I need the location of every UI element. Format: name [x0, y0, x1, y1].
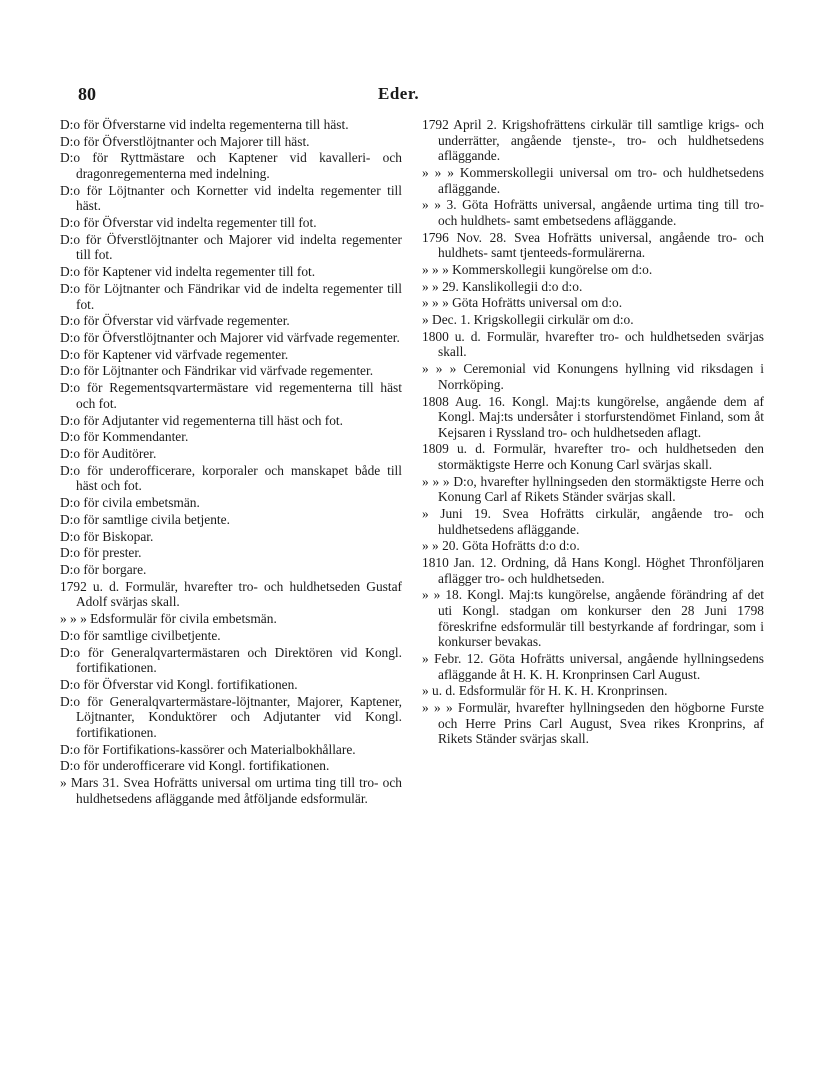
- list-item: 1800 u. d. Formulär, hvarefter tro- och huldhetseden svärjas skall.: [422, 328, 764, 360]
- list-item: 1809 u. d. Formulär, hvarefter tro- och huldhetseden den stormäktigste Herre och Konung Carl svärjas skall.: [422, 441, 764, 473]
- list-item: D:o för samtlige civilbetjente.: [60, 627, 221, 643]
- list-item: D:o för Ryttmästare och Kaptener vid kavalleri- och dragonregementerna med indelning.: [60, 150, 402, 182]
- left-column: [60, 117, 402, 807]
- list-item: D:o för underofficerare, korporaler och manskapet både till häst och fot.: [60, 462, 402, 494]
- list-item: D:o för Generalqvartermästaren och Direktören vid Kongl. fortifikationen.: [60, 644, 402, 676]
- list-item: D:o för Öfverstlöjtnanter och Majorer vid värfvade regementer.: [60, 329, 400, 345]
- list-item: 1792 April 2. Krigshofrättens cirkulär till samtlige krigs- och underrätter, angående tjenste-, tro- och huldhetsedens afläggande.: [422, 117, 764, 164]
- list-item: D:o för Kaptener vid indelta regementer till fot.: [60, 264, 316, 280]
- list-item: D:o för Öfverstlöjtnanter och Majorer vid indelta regementer till fot.: [60, 231, 402, 263]
- list-item: D:o för Löjtnanter och Kornetter vid indelta regementer till häst.: [60, 182, 402, 214]
- list-item: » Dec. 1. Krigskollegii cirkulär om d:o.: [422, 312, 634, 328]
- running-head: Eder.: [378, 84, 420, 103]
- list-item: » » 3. Göta Hofrätts universal, angående urtima ting till tro- och huldhets- samt embetsedens afläggande.: [422, 197, 764, 228]
- list-item: » Juni 19. Svea Hofrätts cirkulär, angående tro- och huldhetsedens afläggande.: [422, 506, 764, 537]
- list-item: D:o för Fortifikations-kassörer och Materialbokhållare.: [60, 741, 356, 757]
- list-item: D:o för Löjtnanter och Fändrikar vid värfvade regementer.: [60, 363, 374, 379]
- list-item: 1796 Nov. 28. Svea Hofrätts universal, angående tro- och huldhets- samt tjenteeds-formulärerna.: [422, 229, 764, 261]
- list-item: » » 18. Kongl. Maj:ts kungörelse, angående förändring af det uti Kongl. stadgan om konkurser den 28 Juni 1798 föreskrifne edsformulär till bestyrkande af fordringar, som i konkurser bevakas.: [422, 587, 764, 650]
- list-item: » » » Edsformulär för civila embetsmän.: [60, 611, 277, 627]
- list-item: D:o för samtlige civila betjente.: [60, 511, 230, 527]
- list-item: D:o för borgare.: [60, 561, 147, 577]
- list-item: D:o för Adjutanter vid regementerna till häst och fot.: [60, 412, 343, 428]
- list-item: » u. d. Edsformulär för H. K. H. Kronprinsen.: [422, 683, 668, 699]
- list-item: D:o för civila embetsmän.: [60, 495, 200, 511]
- list-item: 1808 Aug. 16. Kongl. Maj:ts kungörelse, angående dem af Kongl. Maj:ts undersåter i storfurstendömet Finland, som åt Kejsaren i Ryssland tro- och huldhetseden aflagt.: [422, 393, 764, 440]
- list-item: D:o för Regementsqvartermästare vid regementerna till häst och fot.: [60, 380, 402, 411]
- list-item: D:o för Generalqvartermästare-löjtnanter, Majorer, Kaptener, Löjtnanter, Konduktörer och Adjutanter vid Kongl. fortifikationen.: [60, 693, 402, 740]
- list-item: D:o för Löjtnanter och Fändrikar vid de indelta regementer till fot.: [60, 280, 402, 312]
- list-item: » » » Kommerskollegii kungörelse om d:o.: [422, 261, 653, 277]
- page-number: 80: [78, 84, 96, 104]
- page-header: [78, 84, 748, 108]
- list-item: » Febr. 12. Göta Hofrätts universal, angående hyllningsedens afläggande åt H. K. H. Kronprinsen Carl August.: [422, 650, 764, 682]
- list-item: » » » Göta Hofrätts universal om d:o.: [422, 295, 623, 311]
- list-item: » » 29. Kanslikollegii d:o d:o.: [422, 278, 583, 294]
- list-item: » » » Formulär, hvarefter hyllningseden den högborne Furste och Herre Prins Carl August, Svea rikes Kronprins, af Rikets Ständer svärjas skall.: [422, 700, 764, 747]
- list-item: D:o för Auditörer.: [60, 445, 157, 461]
- list-item: D:o för Öfverstlöjtnanter och Majorer till häst.: [60, 133, 310, 149]
- list-item: » » 20. Göta Hofrätts d:o d:o.: [422, 538, 580, 554]
- list-item: D:o för underofficerare vid Kongl. fortifikationen.: [60, 758, 330, 774]
- list-item: D:o för prester.: [60, 545, 142, 561]
- list-item: D:o för Biskopar.: [60, 528, 154, 544]
- list-item: » » » D:o, hvarefter hyllningseden den stormäktigste Herre och Konung Carl af Rikets Ständer svärjas skall.: [422, 473, 764, 505]
- list-item: D:o för Kaptener vid värfvade regementer.: [60, 346, 289, 362]
- list-item: » » » Kommerskollegii universal om tro- och huldhetsedens afläggande.: [422, 164, 764, 196]
- list-item: D:o för Öfverstar vid indelta regementer till fot.: [60, 215, 317, 231]
- list-item: D:o för Öfverstar vid värfvade regementer.: [60, 313, 290, 329]
- list-item: D:o för Öfverstarne vid indelta regementerna till häst.: [60, 117, 349, 132]
- list-item: » » » Ceremonial vid Konungens hyllning vid riksdagen i Norrköping.: [422, 361, 764, 392]
- list-item: 1810 Jan. 12. Ordning, då Hans Kongl. Höghet Thronföljaren aflägger tro- och huldhetseden.: [422, 555, 764, 586]
- list-item: D:o för Öfverstar vid Kongl. fortifikationen.: [60, 676, 298, 692]
- list-item: 1792 u. d. Formulär, hvarefter tro- och huldhetseden Gustaf Adolf svärjas skall.: [60, 578, 402, 610]
- list-item: D:o för Kommendanter.: [60, 429, 189, 445]
- list-item: » Mars 31. Svea Hofrätts universal om urtima ting till tro- och huldhetsedens afläggande med åtföljande edsformulär.: [60, 774, 402, 806]
- right-column: [422, 117, 764, 748]
